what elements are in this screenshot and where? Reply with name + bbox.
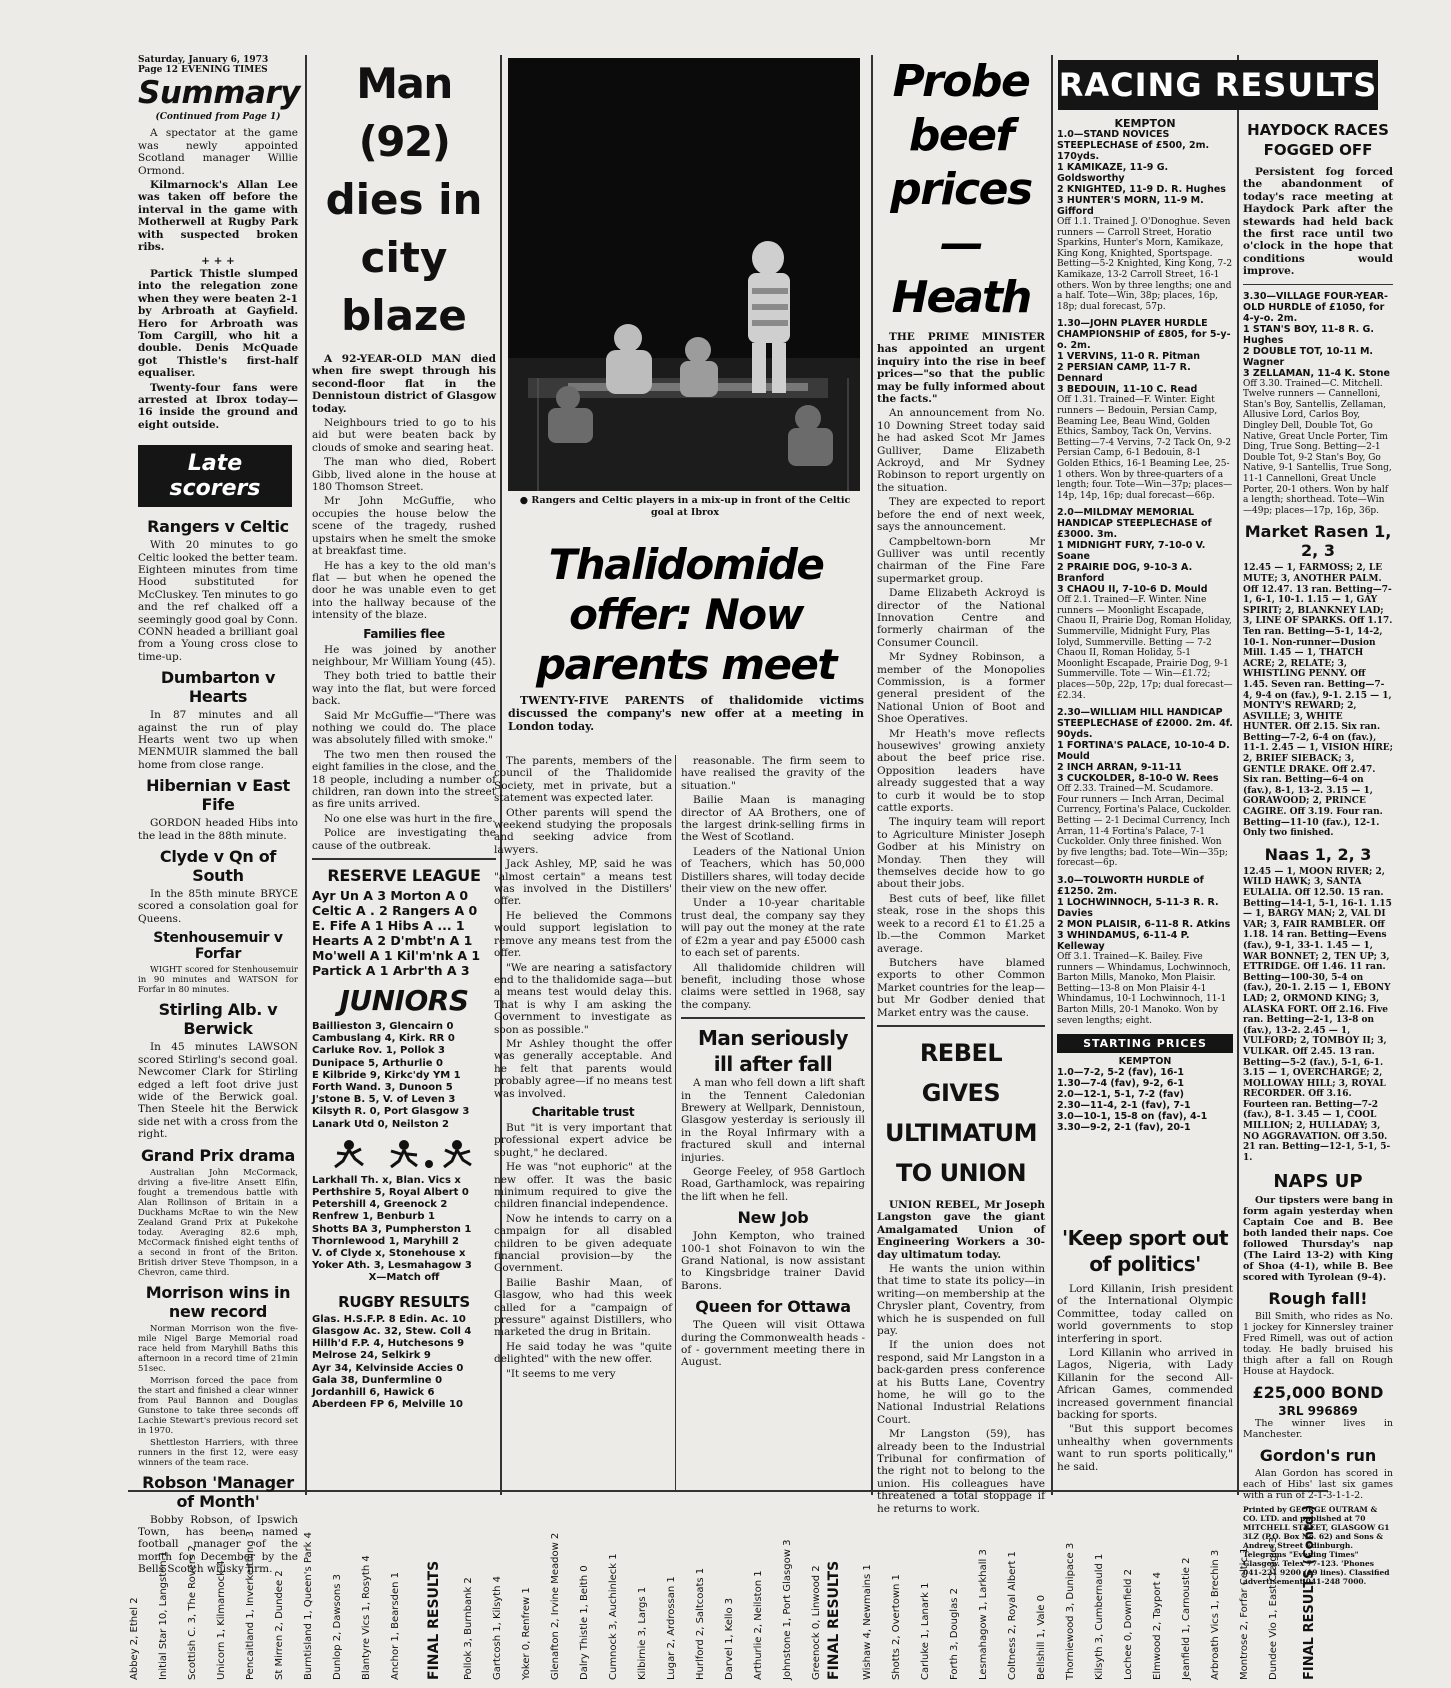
man-ill-headline-line: ill after fall [713, 1052, 833, 1077]
haydock-heading: HAYDOCK RACES FOGGED OFF [1247, 121, 1389, 159]
fire-para: Neighbours tried to go to his aid but were beaten back by clouds of smoke and searing heat. [312, 417, 496, 454]
late-scorer-heading: Hibernian v East Fife [146, 776, 290, 815]
summary-title: Summary [138, 75, 300, 111]
column-rule [1237, 55, 1239, 1495]
final-result-line: Dunlop 2, Dawsons 3 [332, 1574, 343, 1680]
result-row: Lanark Utd 0, Neilston 2 [312, 1118, 449, 1130]
final-result-line: Arthurlie 2, Neilston 1 [753, 1570, 764, 1680]
race-heading: 2.0—MILDMAY MEMORIAL HANDICAP STEEPLECHASE of £3000. 3m. [1057, 507, 1212, 541]
rugby-table [312, 1314, 496, 1412]
man-ill-para: A man who fell down a lift shaft in the Tennent Caledonian Brewery at Wellpark, Dennistoun, Glasgow yesterday is seriously ill in the Royal Infirmary with a fractured skull and internal injuries. [681, 1077, 865, 1164]
final-result-line: Elmwood 2, Tayport 4 [1152, 1571, 1163, 1680]
result-row: Ayr 34, Kelvinside Accies 0 [312, 1362, 464, 1374]
thalidomide-para: Leaders of the National Union of Teachers, which has 50,000 Distillers shares, will today decide their view on the new offer. [681, 845, 865, 896]
ottawa-heading: Queen for Ottawa [695, 1297, 851, 1317]
rough-fall-heading: Rough fall! [1268, 1289, 1368, 1309]
keep-sport-para: Lord Killanin, Irish president of the International Olympic Committee, today called on world governments to stop interfering in sport. [1057, 1283, 1233, 1345]
rebel-lead: UNION REBEL, Mr Joseph Langston gave the giant Amalgamated Union of Engineering Workers a 30-day ultimatum today. [877, 1198, 1045, 1261]
late-scorer-item [138, 1000, 298, 1140]
racing-results-banner: RACING RESULTS [1058, 60, 1378, 110]
late-scorers-banner: Late scorers [138, 445, 292, 507]
market-rasen-heading: Market Rasen 1, 2, 3 [1244, 522, 1392, 561]
morrison-heading: Morrison wins in new record [145, 1282, 291, 1321]
morrison-para: Shettleston Harriers, with three runners in the first 12, were easy winners of the team race. [138, 1437, 298, 1468]
result-row: E Kilbride 9, Kirkc'dy YM 1 [312, 1069, 461, 1081]
beef-headline-line: prices [890, 164, 1032, 215]
race-result [1057, 318, 1233, 501]
result-row: Yoker Ath. 3, Lesmahagow 3 [312, 1260, 472, 1272]
final-result-line: Carluke 1, Lanark 1 [920, 1582, 931, 1680]
final-result-line: Greenock 0, Linwood 2 [811, 1565, 822, 1680]
result-row: X—Match off [368, 1272, 440, 1284]
result-row: Perthshire 5, Royal Albert 0 [312, 1187, 469, 1199]
final-result-line: Wishaw 4, Newmains 1 [862, 1564, 873, 1680]
late-scorer-text: GORDON headed Hibs into the lead in the 88th minute. [138, 817, 298, 842]
summary-para: Partick Thistle slumped into the relegation zone when they were beaten 2-1 by Arbroath at Gayfield. Hero for Arbroath was Tom Cargill, who hit a double. Denis McQuade got Thistle's first-half equaliser. [138, 267, 298, 380]
late-scorer-item [138, 668, 298, 771]
rough-fall-text: Bill Smith, who rides as No. 1 jockey for Kinnersley trainer Fred Rimell, was out of action today. He badly bruised his thigh after a fall on Rough House at Haydock. [1243, 1311, 1393, 1378]
thalidomide-para: He said today he was "quite delighted" with the new offer. [494, 1340, 672, 1366]
thalidomide-para: Bailie Maan is managing director of AA Brothers, one of the largest drink-selling firms in the West of Scotland. [681, 794, 865, 844]
thalidomide-para: Bailie Bashir Maan, of Glasgow, who had this week called for a "campaign of pressure" against Distillers, who marketed the drug in Britain. [494, 1276, 672, 1339]
result-row: Carluke Rov. 1, Pollok 3 [312, 1045, 446, 1057]
thalidomide-para: Mr Ashley thought the offer was generally acceptable. And he felt that parents would probably agree—if no means test was involved. [494, 1037, 672, 1100]
thalidomide-para: "We are nearing a satisfactory end to the thalidomide saga—but a means test would delay this. That is why I am asking the Government to investigate as soon as possible." [494, 961, 672, 1036]
result-row: Dunipace 5, Arthurlie 0 [312, 1057, 444, 1069]
thalidomide-headline-line: Thalidomide [548, 540, 824, 589]
late-scorer-item [138, 847, 298, 925]
result-row: Gala 38, Dunfermline 0 [312, 1374, 443, 1386]
gordon-text: Alan Gordon has scored in each of Hibs' last six games with a run of 2-1-3-1-1-2. [1243, 1468, 1393, 1502]
late-scorer-heading: Stirling Alb. v Berwick [158, 1000, 278, 1039]
final-result-line: Anchor 1, Bearsden 1 [390, 1572, 401, 1680]
thalidomide-headline-line: parents meet [535, 640, 836, 689]
race-result [1057, 875, 1233, 1026]
late-scorer-heading: Stenhousemuir v Forfar [153, 930, 283, 963]
race-placings: 1 MIDNIGHT FURY, 7-10-0 V. Soane 2 PRAIRIE DOG, 9-10-3 A. Branford 3 CHAOU II, 7-10-6 D. Mould [1057, 540, 1208, 596]
football-players-photo [508, 58, 860, 491]
thalidomide-col2 [681, 755, 865, 1485]
column-rule [675, 755, 676, 1490]
final-result-line: Pollok 3, Burnbank 2 [463, 1577, 474, 1680]
keep-sport-story [1057, 1225, 1233, 1485]
result-row: Celtic A . 2 Rangers A 0 [312, 903, 478, 919]
final-result-line: Pencaitland 1, Inverkeithing 3 [245, 1530, 256, 1680]
reserve-league-title: RESERVE LEAGUE [327, 866, 481, 886]
result-row: E. Fife A 1 Hibs A ... 1 [312, 918, 465, 934]
thalidomide-para: He believed the Commons would support legislation to remove any means test from the offer. [494, 909, 672, 960]
haydock-text: Persistent fog forced the abandonment of today's race meeting at Haydock Park after the stewards had held back the first race until two o'clock in the hope that conditions would improve. [1243, 166, 1393, 278]
beef-column [877, 55, 1045, 1515]
beef-para: Butchers have blamed exports to other Common Market countries for the leap—but Mr Godber denied that Market entry was the cause. [877, 956, 1045, 1019]
race-heading: 2.30—WILLIAM HILL HANDICAP STEEPLECHASE of £2000. 2m. 4f. 90yds. [1057, 707, 1233, 741]
result-row: Cambuslang 4, Kirk. RR 0 [312, 1033, 455, 1045]
rebel-para: He wants the union within that time to state its policy—in writing—on membership at the Chrysler plant, Coventry, from which he is suspended on full pay. [877, 1262, 1045, 1337]
fire-para: He was joined by another neighbour, Mr William Young (45). [312, 643, 496, 668]
result-row: Jordanhill 6, Hawick 6 [312, 1386, 435, 1398]
final-result-line: Lesmahagow 1, Larkhall 3 [978, 1549, 989, 1680]
late-scorer-text: In 45 minutes LAWSON scored Stirling's second goal. Newcomer Clark for Stirling edged a left foot drive just wide of the Berwick goal. Then Steele hit the Berwick side net with a cross from the right. [138, 1041, 298, 1141]
column-rule [871, 55, 873, 1495]
thalidomide-para: Jack Ashley, MP, said he was "almost certain" a means test was involved in the Distillers' offer. [494, 858, 672, 908]
beef-headline [877, 55, 1045, 325]
race-details: Off 2.33. Trained—M. Scudamore. Four runners — Inch Arran, Decimal Currency, Fortina's Palace, Cuckolder. Betting — 2-1 Decimal Currency, Inch Arran, 11-4 Fortina's Palace, 7-1 Cuckolder. Only three finished. Won by five lengths; bad. Tote—Win—35p; forecast—6p. [1057, 784, 1232, 869]
final-result-line: St Mirren 2, Dundee 2 [274, 1570, 285, 1680]
fire-lead: A 92-YEAR-OLD MAN died when fire swept through his second-floor flat in the Dennistoun district of Glasgow today. [312, 353, 496, 415]
robson-text: Bobby Robson, of Ipswich Town, has been named football manager of the month for December by the Bells Scotch whisky firm. [138, 1513, 298, 1576]
final-result-line: Scottish C. 3, The Rovers 2 [187, 1545, 198, 1680]
final-result-line: Arbroath Vics 1, Brechin 3 [1210, 1549, 1221, 1680]
beef-headline-line: —Heath [891, 218, 1031, 323]
final-result-line: Burntisland 1, Queen's Park 4 [303, 1531, 314, 1680]
late-scorer-item [138, 776, 298, 842]
keep-sport-headline: 'Keep sport out of politics' [1061, 1226, 1229, 1276]
market-rasen-results: 12.45 — 1, FARMOSS; 2, LE MUTE; 3, ANOTHER PALM. Off 12.47. 13 ran. Betting—7-1, 6-1, 10-1. 1.15 — 1, GAY SPIRIT; 2, BLANKNEY LAD; 3, LINE OF SPARKS. Off 1.17. Ten ran. Betting—5-1, 14-2, 10-1. Non-runner—Dusion Mill. 1.45 — 1, THATCH ACRE; 2, RELATE; 3, WHISTLING PENNY. Off 1.45. Seven ran. Betting—7-4, 9-4 on (fav.), 9-1. 2.15 — 1, MONTY'S REWARD; 2, ASVILLE; 3, WHITE HUNTER. Off 2.15. Six ran. Betting—7-2, 6-4 on (fav.), 11-1. 2.45 — 1, VISION HIRE; 2, BRIEF SIEBACK; 3, GENTLE DRAKE. Off 2.47. Six ran. Betting—6-4 on (fav.), 8-1, 13-2. 3.15 — 1, GORAWOOD; 2, PRINCE CAGIRE. Off 3.19. Four ran. Betting—11-10 (fav.), 12-1. Only two finished. [1243, 563, 1393, 839]
final-result-line: Lochee 0, Downfield 2 [1123, 1568, 1134, 1680]
bond-text: The winner lives in Manchester. [1243, 1418, 1393, 1441]
fire-para: The man who died, Robert Gibb, lived alone in the house at 180 Thomson Street. [312, 456, 496, 494]
fire-headline-line: city [360, 233, 448, 282]
final-result-line: Hurlford 2, Saltcoats 1 [695, 1567, 706, 1680]
keep-sport-para: "But this support becomes unhealthy when governments want to run sports politically," he said. [1057, 1423, 1233, 1473]
race-details: Off 3.30. Trained—C. Mitchell. Twelve runners — Cannelloni, Stan's Boy, Santellis, Zellaman, Allusive Lord, Carlos Boy, Dingley Dell, Double Tot, Go Native, Great Uncle Porter, Tim Ding, True Song. Betting—2-1 Double Tot, 9-2 Stan's Boy, Go Native, 9-1 Santellis, True Song, 11-1 Cannelloni, Great Uncle Porter, 20-1 others. Won by half a length; shorthead. Tote—Win—49p; places—17p, 16p, 36p. [1243, 378, 1392, 516]
bond-heading: £25,000 BOND [1252, 1383, 1384, 1403]
racing-right-column [1243, 118, 1393, 1587]
gordon-heading: Gordon's run [1259, 1446, 1377, 1466]
summary-column [138, 55, 300, 1576]
beef-headline-line: Probe [892, 56, 1030, 107]
result-row: Mo'well A 1 Kil'm'nk A 1 [312, 948, 481, 964]
late-scorer-item [138, 517, 298, 663]
fire-para: Police are investigating the cause of the outbreak. [312, 827, 496, 852]
final-result-line: Glenafton 2, Irvine Meadow 2 [550, 1532, 561, 1680]
race-placings: 1 KAMIKAZE, 11-9 G. Goldsworthy 2 KNIGHTED, 11-9 D. R. Hughes 3 HUNTER'S MORN, 11-9 M. Gifford [1057, 162, 1226, 217]
final-result-line: Johnstone 1, Port Glasgow 3 [782, 1539, 793, 1680]
race-heading: 1.0—STAND NOVICES STEEPLECHASE of £500, 2m. 170yds. [1057, 129, 1210, 162]
race-heading: 3.30—VILLAGE FOUR-YEAR-OLD HURDLE of £1050, for 4-y-o. 2m. [1243, 290, 1389, 324]
divider [681, 1017, 865, 1019]
fire-para: He has a key to the old man's flat — but when he opened the door he was unable even to get into the hallway because of the intensity of the blaze. [312, 559, 496, 622]
result-row: Partick A 1 Arbr'th A 3 [312, 963, 470, 979]
race-details: Off 1.31. Trained—F. Winter. Eight runners — Bedouin, Persian Camp, Beaming Lee, Beau Wind, Golden Ethics, Samboy, Tack On, Vervins. Betting—7-4 Vervins, 7-2 Tack On, 9-2 Persian Camp, 6-1 Bedouin, 8-1 Golden Ethics, 16-1 Beaming Lee, 25-1 others. Won by three-quarters of a length; four. Tote—Win—37p; places—14p, 14p, 16p; dual forecast—66p. [1057, 395, 1233, 501]
result-row: Glasgow Ac. 32, Stew. Coll 4 [312, 1325, 472, 1337]
naps-up-heading: NAPS UP [1273, 1171, 1363, 1193]
column-rule [1051, 55, 1053, 1495]
running-figures-illustration [329, 1137, 479, 1169]
naas-results: 12.45 — 1, MOON RIVER; 2, WILD HAWK; 3, SANTA EULALIA. Off 12.50. 15 ran. Betting—14-1, 5-1, 16-1. 1.15 — 1, BARGY MAN; 2, VAL DI VAR; 3, FAIR RAMBLER. Off 1.18. 14 ran. Betting—Evens (fav.), 9-1, 33-1. 1.45 — 1, WAR BONNET; 2, TEN UP; 3, ETTRIDGE. Off 1.46. 11 ran. Betting—100-30, 5-4 on (fav.), 20-1. 2.15 — 1, EBONY LAD; 2, ORMOND KING; 3, ALASKA FORT. Off 2.16. Five ran. Betting—2-1, 13-8 on (fav.), 13-2. 2.45 — 1, VULFORD; 2, TOMBOY II; 3, VULKAR. Off 2.45. 13 ran. Betting—5-2 (fav.), 5-1, 6-1. 3.15 — 1, OVERCHARGE; 2, MOLLOWAY HILL; 3, ROYAL RECORDER. Off 3.16. Fourteen ran. Betting—7-2 (fav.), 8-1. 3.45 — 1, COOL MILLION; 2, HULLADAY; 3, NO AGGRAVATION. Off 3.50. 21 ran. Betting—12-1, 5-1, 5-1. [1243, 866, 1392, 1163]
starting-prices-course: KEMPTON [1118, 1056, 1172, 1068]
thalidomide-para: Under a 10-year charitable trust deal, the company say they will pay out the money at the rate of £2m a year and pay £5000 cash to each set of parents. [681, 897, 865, 960]
late-scorer-text: With 20 minutes to go Celtic looked the better team. Eighteen minutes from time Hood substituted for McCluskey. Ten minutes to go and the ref chalked off a seemingly good goal by Conn. CONN headed a brilliant goal from a Young cross close to time-up. [138, 539, 298, 663]
summary-para: Kilmarnock's Allan Lee was taken off before the interval in the game with Motherwell at Rugby Park with suspected broken ribs. [138, 179, 298, 254]
final-result-line: Unicorn 1, Kilmarnock 4 [216, 1560, 227, 1680]
result-row: Aberdeen FP 6, Melville 10 [312, 1399, 463, 1411]
thalidomide-para: reasonable. The firm seem to have realised the gravity of the situation." [681, 755, 865, 792]
race-result [1057, 129, 1233, 312]
result-row: Forth Wand. 3, Dunoon 5 [312, 1082, 453, 1094]
man-ill-para: George Feeley, of 958 Gartloch Road, Garthamlock, was repairing the lift when he fell. [681, 1165, 865, 1203]
thalidomide-headline-line: offer: Now [569, 590, 803, 639]
beef-lead: THE PRIME MINISTER has appointed an urgent inquiry into the rise in beef prices—"so that the public may be fully informed about the facts." [877, 331, 1045, 406]
thalidomide-para: He was "not euphoric" at the new offer. It was the basic minimum required to give the children financial independence. [494, 1161, 672, 1211]
beef-para: Dame Elizabeth Ackroyd is director of the National Innovation Centre and formerly chairman of the Consumer Council. [877, 587, 1045, 649]
thalidomide-para: But "it is very important that professional expert advice be sought," he declared. [494, 1121, 672, 1159]
rugby-title: RUGBY RESULTS [338, 1292, 470, 1311]
result-row: Ayr Un A 3 Morton A 0 [312, 888, 469, 904]
divider [312, 858, 496, 860]
thalidomide-para: Now he intends to carry on a campaign for all disabled children to be given adequate financial provision—by the Government. [494, 1212, 672, 1275]
beef-para: Mr Heath's move reflects housewives' growing anxiety about the beef price rise. Opposition leaders have already suggested that a way to curb it would be to stop cattle exports. [877, 727, 1045, 815]
morrison-para: Norman Morrison won the five-mile Nigel Barge Memorial road race held from Maryhill Baths this afternoon in a record time of 21min 51sec. [138, 1323, 298, 1374]
result-row: Hillh'd F.P. 4, Hutchesons 9 [312, 1338, 465, 1350]
race-result [1057, 707, 1233, 869]
beef-headline-line: beef [908, 110, 1014, 161]
final-result-line: Darvel 1, Kello 3 [724, 1597, 735, 1680]
final-result-line: Dalry Thistle 1, Beith 0 [579, 1565, 590, 1680]
beef-para: Mr Sydney Robinson, a member of the Monopolies Commission, is a former general president of the National Union of Boot and Shoe Operatives. [877, 651, 1045, 726]
result-row: Hearts A 2 D'mbt'n A 1 [312, 933, 473, 949]
race-result [1057, 507, 1233, 701]
juniors-table [312, 1021, 496, 1285]
summary-continued: (Continued from Page 1) [155, 112, 281, 122]
result-row: Baillieston 3, Glencairn 0 [312, 1021, 454, 1033]
grand-prix-heading: Grand Prix drama [140, 1145, 296, 1165]
fire-headline [312, 55, 496, 345]
column-rule [305, 55, 307, 1495]
naps-up-text: Our tipsters were bang in form again yesterday when Captain Coe and B. Bee both landed their naps. Coe followed Thursday's nap (The Laird 13-2) with King of Shoa (4-1), while B. Bee scored with Tyrolean (9-4). [1243, 1195, 1393, 1284]
fire-column [312, 55, 496, 1485]
fire-para: They both tried to battle their way into the flat, but were forced back. [312, 670, 496, 708]
match-photo [508, 58, 860, 491]
final-results-label: FINAL RESULTS (Contd.) [1302, 1504, 1317, 1680]
photo-caption [510, 495, 860, 519]
race-heading: 3.0—TOLWORTH HURDLE of £1250. 2m. [1057, 874, 1204, 897]
beef-para: Best cuts of beef, like fillet steak, rose in the shops this week to a record £1 to £1.25 a lb.—the Common Market average. [877, 892, 1045, 955]
final-result-line: Thorniewood 3, Dunipace 3 [1065, 1542, 1076, 1680]
rebel-headline-line: ULTIMATUM [885, 1118, 1037, 1147]
final-result-line: Bellshill 1, Vale 0 [1036, 1594, 1047, 1680]
final-results-label: FINAL RESULTS [426, 1560, 442, 1680]
rebel-para: Mr Langston (59), has already been to the Industrial Tribunal for confirmation of the right not to belong to the union. His colleagues have threatened a total stoppage if he returns to work. [877, 1428, 1045, 1515]
race-details: Off 2.1. Trained—F. Winter. Nine runners — Moonlight Escapade, Chaou II, Prairie Dog, Roman Holiday, Summerville, Midnight Fury, Plas Iolyd, Summerville. Betting — 7-2 Chaou II, Roman Holiday, 5-1 Moonlight Escapade, Prairie Dog, 9-1 Summerville. Tote — Win—£1.72; places—50p, 22p, 17p; dual forecast—£2.34. [1057, 595, 1233, 701]
final-result-line: Lugar 2, Ardrossan 1 [666, 1576, 677, 1680]
starting-prices-banner: STARTING PRICES [1057, 1034, 1233, 1053]
final-result-line: Yoker 0, Renfrew 1 [521, 1587, 532, 1680]
late-scorer-text: In the 85th minute BRYCE scored a consolation goal for Queens. [138, 888, 298, 925]
kempton-column [1057, 118, 1233, 1218]
fire-para: Mr John McGuffie, who occupies the house below the scene of the tragedy, rushed upstairs when he smelt the smoke at breakfast time. [312, 495, 496, 558]
late-scorer-heading: Rangers v Celtic [147, 517, 289, 537]
fire-headline-line: Man (92) [356, 59, 452, 166]
final-result-line: Shotts 2, Overtown 1 [891, 1574, 902, 1680]
final-result-line: Dundee Vio 1, East Craigie 3 [1268, 1536, 1279, 1680]
result-row: V. of Clyde x, Stonehouse x [312, 1248, 466, 1260]
kempton-title: KEMPTON [1114, 117, 1176, 130]
late-scorer-text: In 87 minutes and all against the run of play Hearts went two up when MENMUIR slammed the ball home from close range. [138, 709, 298, 771]
fire-para: No one else was hurt in the fire. [324, 812, 496, 825]
rebel-para: If the union does not respond, said Mr Langston in a back-garden press conference at his Butts Lane, Coventry home, he will go to the National Industrial Relations Court. [877, 1339, 1045, 1426]
race-placings: 1 STAN'S BOY, 11-8 R. G. Hughes 2 DOUBLE TOT, 10-11 M. Wagner 3 ZELLAMAN, 11-4 K. Stone [1243, 323, 1390, 379]
starting-prices-list: 1.0—7-2, 5-2 (fav), 16-1 1.30—7-4 (fav), 9-2, 6-1 2.0—12-1, 5-1, 7-2 (fav) 2.30—11-4, 2-1 (fav), 7-1 3.0—10-1, 15-8 on (fav), 4-1 3.30—9-2, 2-1 (fav), 20-1 [1057, 1067, 1208, 1134]
reserve-league-table [312, 888, 496, 978]
fire-para: The two men then roused the eight families in the close, and the 18 people, including a number of children, ran down into the street as fire units arrived. [312, 748, 496, 811]
thalidomide-para: All thalidomide children will benefit, including those whose claims were settled in 1968, say the company. [681, 961, 865, 1011]
summary-stars: + + + [201, 255, 235, 268]
thalidomide-col1 [494, 755, 672, 1485]
rebel-headline [877, 1033, 1045, 1193]
fire-headline-line: blaze [341, 291, 467, 340]
late-scorer-heading: Clyde v Qn of South [159, 847, 277, 886]
beef-para: The inquiry team will report to Agriculture Minister Joseph Godber at his Ministry on Monday. Then they will themselves decide how to go about their jobs. [877, 816, 1045, 891]
final-results-strip [128, 1495, 1328, 1680]
keep-sport-para: Lord Killanin who arrived in Lagos, Nigeria, with Lady Killanin for the second All-African Games, commended increased government financial backing for sports. [1057, 1347, 1233, 1422]
printer-imprint: Printed by GEORGE OUTRAM & CO. LTD. and published at 70 MITCHELL STREET, GLASGOW G1 3LZ (P.O. Box No. 62) and Sons & Andrew Street Edinburgh. Telegrams "Evening Times" Glasgow. Telex 77-123. 'Phones 041-221 9200 (19 lines). Classified advertisement 041-248 7000. [1243, 1505, 1390, 1587]
final-result-line: Kilbirnie 3, Largs 1 [637, 1586, 648, 1680]
result-row: Thornlewood 1, Maryhill 2 [312, 1235, 459, 1247]
result-row: Petershill 4, Greenock 2 [312, 1199, 448, 1211]
beef-para: Campbeltown-born Mr Gulliver was until recently chairman of the Fine Fare supermarket group. [877, 535, 1045, 585]
thalidomide-para: "It seems to me very [506, 1367, 616, 1380]
race-heading: 1.30—JOHN PLAYER HURDLE CHAMPIONSHIP of £805, for 5-y-o. 2m. [1057, 318, 1231, 352]
final-result-line: Kilsyth 3, Cumbernauld 1 [1094, 1553, 1105, 1680]
thalidomide-lead: TWENTY-FIVE PARENTS of thalidomide victims discussed the company's new offer at a meeting in London today. [508, 694, 864, 733]
robson-heading: Robson 'Manager of Month' [142, 1472, 294, 1511]
result-row: Kilsyth R. 0, Port Glasgow 3 [312, 1106, 470, 1118]
result-row: J'stone B. 5, V. of Leven 3 [312, 1094, 456, 1106]
bullet-icon: ● [519, 495, 532, 506]
result-row: Glas. H.S.F.P. 8 Edin. Ac. 10 [312, 1313, 466, 1325]
morrison-para: Morrison forced the pace from the start and finished a clear winner from Paul Bannon and Douglas Gunstone to take three seconds off Lachie Stewart's previous record set in 1970. [138, 1375, 298, 1436]
new-job-heading: New Job [737, 1208, 809, 1228]
summary-para: Twenty-four fans were arrested at Ibrox today—16 inside the ground and eight outside. [138, 381, 298, 431]
final-result-line: Coltness 2, Royal Albert 1 [1007, 1551, 1018, 1680]
final-result-line: Montrose 2, Forfar Celtic 1 [1239, 1547, 1250, 1680]
final-result-line: Abbey 2, Ethel 2 [129, 1597, 140, 1680]
thalidomide-para: Other parents will spend the weekend studying the proposals and seeking advice from lawyers. [494, 806, 672, 856]
race-details: Off 3.1. Trained—K. Bailey. Five runners — Whindamus, Lochwinnoch, Barton Mills, Manoko, Mon Plaisir. Betting—13-8 on Mon Plaisir 4-1 Whindamus, 10-1 Lochwinnoch, 11-1 Barton Mills, 20-1 Manoko. Won by seven lengths; eight. [1057, 951, 1231, 1026]
final-results-label: FINAL RESULTS [826, 1560, 842, 1680]
photo-caption-text: Rangers and Celtic players in a mix-up in front of the Celtic goal at Ibrox [531, 495, 851, 518]
result-row: Shotts BA 3, Pumpherston 1 [312, 1223, 472, 1235]
divider [1243, 284, 1393, 285]
ottawa-text: The Queen will visit Ottawa during the Commonwealth heads - of - government meeting there in August. [681, 1319, 865, 1369]
result-row: Melrose 24, Selkirk 9 [312, 1350, 431, 1362]
fire-para: Said Mr McGuffie—"There was nothing we could do. The place was absolutely filled with smoke." [312, 709, 496, 747]
new-job-text: John Kempton, who trained 100-1 shot Foinavon to win the Grand National, is now assistant to Kingsbridge trainer David Barons. [681, 1230, 865, 1292]
summary-para: A spectator at the game was newly appointed Scotland manager Willie Ormond. [138, 127, 298, 177]
final-result-line: Gartcosh 1, Kilsyth 4 [492, 1575, 503, 1680]
late-scorer-item [138, 930, 298, 995]
rebel-headline-line: TO UNION [895, 1158, 1027, 1187]
masthead-date: Saturday, January 6, 1973 [138, 55, 269, 65]
final-result-line: Jeanfield 1, Carnoustie 2 [1181, 1557, 1192, 1680]
result-row: Larkhall Th. x, Blan. Vics x [312, 1174, 461, 1186]
man-ill-headline [681, 1025, 865, 1077]
strip-rule [128, 1490, 1328, 1492]
race-details: Off 1.1. Trained J. O'Donoghue. Seven runners — Carroll Street, Horatio Sparkins, Hunter's Morn, Kamikaze, King Kong, Knighted, Sportspage. Betting—5-2 Knighted, King Kong, 7-2 Kamikaze, 13-2 Carroll Street, 16-1 others. Won by three lengths; one and a half. Tote—Win, 38p; places, 16p, 18p; dual forecast, 57p. [1057, 217, 1233, 312]
final-result-line: Cumnock 3, Auchinleck 1 [608, 1553, 619, 1680]
final-result-line: Initial Star 10, Langston 1 [158, 1550, 169, 1680]
rebel-headline-line: REBEL GIVES [919, 1038, 1003, 1107]
final-result-line: Forth 3, Douglas 2 [949, 1588, 960, 1680]
race-placings: 1 LOCHWINNOCH, 5-11-3 R. R. Davies 2 MON PLAISIR, 6-11-8 R. Atkins 3 WHINDAMUS, 6-11-4 P. Kelleway [1057, 896, 1231, 952]
naas-heading: Naas 1, 2, 3 [1264, 844, 1372, 864]
result-row: Renfrew 1, Benburb 1 [312, 1211, 435, 1223]
fire-subhead: Families flee [363, 626, 445, 641]
beef-para: An announcement from No. 10 Downing Street today said he had asked Scot Mr James Gulliver, Dame Elizabeth Ackroyd, and Mr Sydney Robinson to report urgently on the situation. [877, 407, 1045, 494]
thalidomide-para: The parents, members of the council of the Thalidomide Society, met in private, but a statement was expected later. [494, 755, 672, 805]
late-scorer-heading: Dumbarton v Hearts [160, 668, 276, 707]
race-placings: 1 VERVINS, 11-0 R. Pitman 2 PERSIAN CAMP, 11-7 R. Dennard 3 BEDOUIN, 11-10 C. Read [1057, 351, 1200, 396]
divider [877, 1025, 1045, 1027]
juniors-title: JUNIORS [339, 984, 469, 1018]
race-placings: 1 FORTINA'S PALACE, 10-10-4 D. Mould 2 INCH ARRAN, 9-11-11 3 CUCKOLDER, 8-10-0 W. Rees [1057, 740, 1230, 785]
thalidomide-headline [508, 540, 864, 690]
beef-para: They are expected to report before the end of next week, says the announcement. [877, 496, 1045, 534]
final-result-line: Blantyre Vics 1, Rosyth 4 [361, 1555, 372, 1680]
thalidomide-subhead: Charitable trust [531, 1104, 635, 1119]
grand-prix-text: Australian John McCormack, driving a five-litre Ansett Elfin, fought a tremendous battle with Alan Rollinson of Britain in a Duckhams McRae to win the New Zealand Grand Prix at Pukekohe today. Averaging 82.6 mph, McCormack finished eight tenths of a second in front of the Briton. British driver Steve Thompson, in a Chevron, came third. [138, 1167, 298, 1278]
masthead-page: Page 12 EVENING TIMES [138, 65, 268, 75]
man-ill-headline-line: Man seriously [697, 1026, 849, 1051]
late-scorer-text: WIGHT scored for Stenhousemuir in 90 minutes and WATSON for Forfar in 80 minutes. [138, 965, 298, 996]
fire-headline-line: dies in [325, 175, 483, 224]
bond-number: 3RL 996869 [1278, 1404, 1358, 1419]
